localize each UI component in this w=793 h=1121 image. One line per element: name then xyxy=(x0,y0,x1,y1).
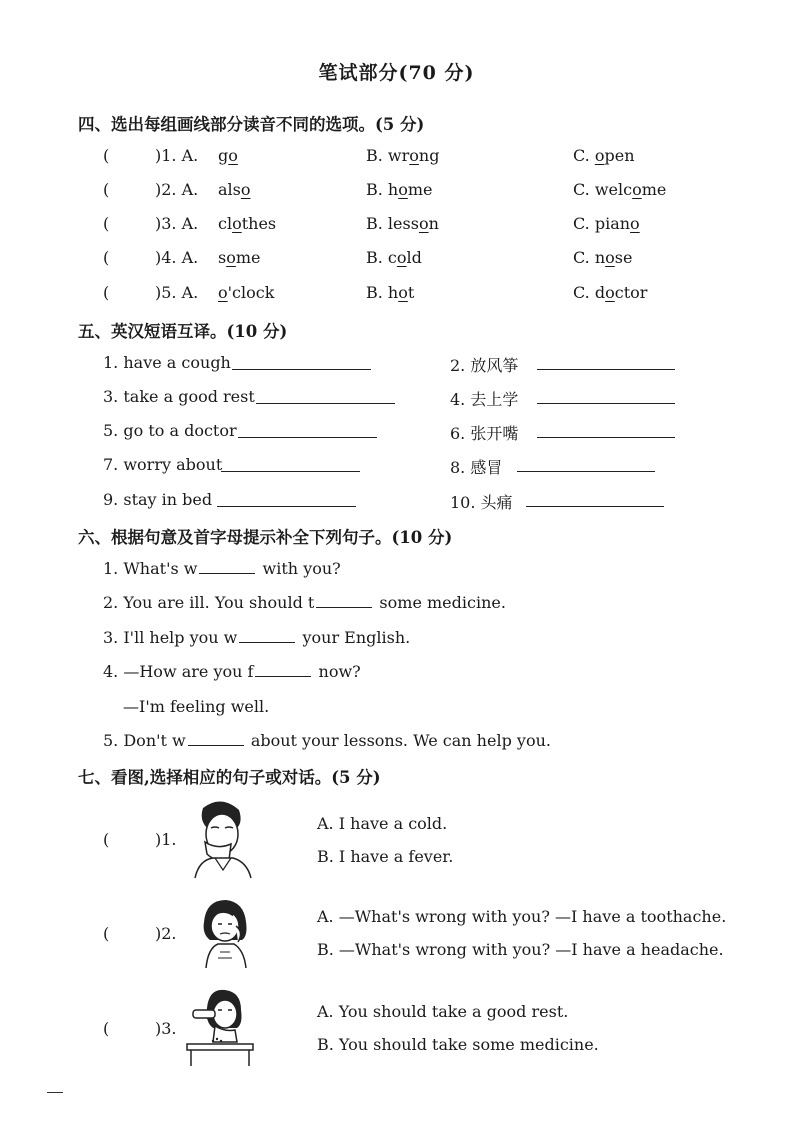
option-text: se xyxy=(614,248,633,267)
section-5-heading: 五、英汉短语互译。(10 分) xyxy=(78,322,288,341)
answer-blank[interactable] xyxy=(232,355,371,370)
underlined-letter: o xyxy=(218,283,228,302)
option-c xyxy=(573,180,666,199)
girl-holding-cheek-image xyxy=(192,896,258,970)
underlined-letter: o xyxy=(232,214,242,233)
option-a xyxy=(218,180,251,199)
option-b xyxy=(366,214,439,233)
underlined-letter: o xyxy=(228,146,238,165)
section-6-heading: 六、根据句意及首字母提示补全下列句子。(10 分) xyxy=(78,528,453,547)
fill-sentence xyxy=(123,697,269,716)
sentence-start: 2. You are ill. You should t xyxy=(103,593,315,612)
sentence-start: 3. I'll help you w xyxy=(103,628,238,647)
phrase-en: 7. worry about xyxy=(103,455,223,474)
answer-paren-open: ( xyxy=(103,180,110,199)
answer-paren-open: ( xyxy=(103,830,110,849)
underlined-letter: o xyxy=(398,283,408,302)
question-number: )4. A. xyxy=(155,248,199,267)
option-text: 'clock xyxy=(227,283,275,302)
phrase-en: 9. stay in bed xyxy=(103,490,213,509)
phrase-en: 5. go to a doctor xyxy=(103,421,237,440)
answer-paren-open: ( xyxy=(103,146,110,165)
question-number: )2. xyxy=(155,924,177,943)
answer-blank[interactable] xyxy=(537,389,675,404)
answer-paren-open: ( xyxy=(103,248,110,267)
answer-paren-open: ( xyxy=(103,214,110,233)
option-c xyxy=(573,248,632,267)
option-text: C. welc xyxy=(573,180,633,199)
option-text: B. wr xyxy=(366,146,410,165)
option-text: s xyxy=(218,248,227,267)
footer-rule xyxy=(47,1092,63,1093)
fill-sentence xyxy=(103,628,410,647)
underlined-letter: o xyxy=(594,146,605,165)
option-a xyxy=(218,214,276,233)
question-number: )2. A. xyxy=(155,180,199,199)
answer-blank[interactable] xyxy=(316,593,372,608)
choice-b: B. —What's wrong with you? —I have a headache. xyxy=(317,940,724,959)
option-b xyxy=(366,146,439,165)
option-text: C. pian xyxy=(573,214,631,233)
option-text: thes xyxy=(241,214,277,233)
underlined-letter: o xyxy=(226,248,236,267)
sentence-start: 5. Don't w xyxy=(103,731,186,750)
option-text: B. less xyxy=(366,214,419,233)
underlined-letter: o xyxy=(398,180,408,199)
option-text: B. h xyxy=(366,180,399,199)
underlined-letter: o xyxy=(240,180,251,199)
question-number: )3. A. xyxy=(155,214,199,233)
answer-blank[interactable] xyxy=(188,731,244,746)
question-number: )1. xyxy=(155,830,177,849)
answer-blank[interactable] xyxy=(255,662,311,677)
choice-a: A. I have a cold. xyxy=(317,814,448,833)
phrase-zh: 4. 去上学 xyxy=(450,390,519,409)
answer-blank[interactable] xyxy=(238,423,377,438)
underlined-letter: o xyxy=(632,180,642,199)
option-text: cl xyxy=(218,214,233,233)
option-b xyxy=(366,283,414,302)
option-text: ng xyxy=(418,146,440,165)
fill-sentence xyxy=(103,593,506,612)
phrase-en: 3. take a good rest xyxy=(103,387,255,406)
choice-a: A. You should take a good rest. xyxy=(317,1002,569,1021)
option-text: g xyxy=(218,146,229,165)
underlined-letter: o xyxy=(409,146,419,165)
option-text: C. n xyxy=(573,248,606,267)
choice-b: B. You should take some medicine. xyxy=(317,1035,599,1054)
girl-taking-medicine-image xyxy=(185,986,255,1068)
answer-blank[interactable] xyxy=(239,628,295,643)
answer-blank[interactable] xyxy=(537,355,675,370)
answer-paren-open: ( xyxy=(103,283,110,302)
underlined-letter: o xyxy=(605,283,615,302)
underlined-letter: o xyxy=(418,214,429,233)
phrase-zh: 2. 放风筝 xyxy=(450,356,519,375)
sentence-start: 4. —How are you f xyxy=(103,662,254,681)
underlined-letter: o xyxy=(630,214,640,233)
phrase-en: 1. have a cough xyxy=(103,353,231,372)
answer-paren-open: ( xyxy=(103,1019,110,1038)
sneezing-person-image xyxy=(185,798,257,880)
choice-a: A. —What's wrong with you? —I have a toothache. xyxy=(317,907,727,926)
underlined-letter: o xyxy=(396,248,407,267)
section-7-heading: 七、看图,选择相应的句子或对话。(5 分) xyxy=(78,768,381,787)
fill-sentence xyxy=(103,559,341,578)
fill-sentence xyxy=(103,731,551,750)
answer-blank[interactable] xyxy=(221,457,360,472)
option-text: als xyxy=(218,180,241,199)
question-number: )3. xyxy=(155,1019,177,1038)
option-b xyxy=(366,248,422,267)
option-c xyxy=(573,214,640,233)
answer-blank[interactable] xyxy=(199,559,255,574)
sentence-start: 1. What's w xyxy=(103,559,198,578)
answer-blank[interactable] xyxy=(537,423,675,438)
choice-b: B. I have a fever. xyxy=(317,847,454,866)
option-text: ld xyxy=(406,248,422,267)
option-c xyxy=(573,283,647,302)
option-c xyxy=(573,146,635,165)
section-4-heading: 四、选出每组画线部分读音不同的选项。(5 分) xyxy=(78,115,425,134)
option-b xyxy=(366,180,433,199)
sentence-start: —I'm feeling well. xyxy=(123,697,270,716)
sentence-end: about your lessons. We can help you. xyxy=(245,731,551,750)
sentence-end: now? xyxy=(313,662,361,681)
option-text: B. h xyxy=(366,283,399,302)
sentence-end: with you? xyxy=(257,559,341,578)
answer-blank[interactable] xyxy=(526,492,664,507)
phrase-zh: 8. 感冒 xyxy=(450,458,503,477)
option-a xyxy=(218,248,261,267)
option-text: C. d xyxy=(573,283,606,302)
phrase-zh: 10. 头痛 xyxy=(450,493,513,512)
question-number: )5. A. xyxy=(155,283,199,302)
fill-sentence xyxy=(103,662,361,681)
page-title: 笔试部分(70 分) xyxy=(318,62,475,84)
option-text: ctor xyxy=(614,283,648,302)
answer-paren-open: ( xyxy=(103,924,110,943)
option-a xyxy=(218,146,238,165)
option-text: n xyxy=(428,214,439,233)
option-text: B. c xyxy=(366,248,397,267)
option-text: me xyxy=(407,180,433,199)
underlined-letter: o xyxy=(605,248,615,267)
option-text: t xyxy=(407,283,415,302)
phrase-zh: 6. 张开嘴 xyxy=(450,424,519,443)
option-a xyxy=(218,283,274,302)
sentence-end: some medicine. xyxy=(374,593,506,612)
option-text: me xyxy=(235,248,261,267)
option-text: me xyxy=(641,180,667,199)
question-number: )1. A. xyxy=(155,146,199,165)
sentence-end: your English. xyxy=(297,628,411,647)
answer-blank[interactable] xyxy=(256,389,395,404)
option-text: pen xyxy=(604,146,635,165)
option-text: C. xyxy=(573,146,595,165)
answer-blank[interactable] xyxy=(217,492,356,507)
answer-blank[interactable] xyxy=(517,457,655,472)
